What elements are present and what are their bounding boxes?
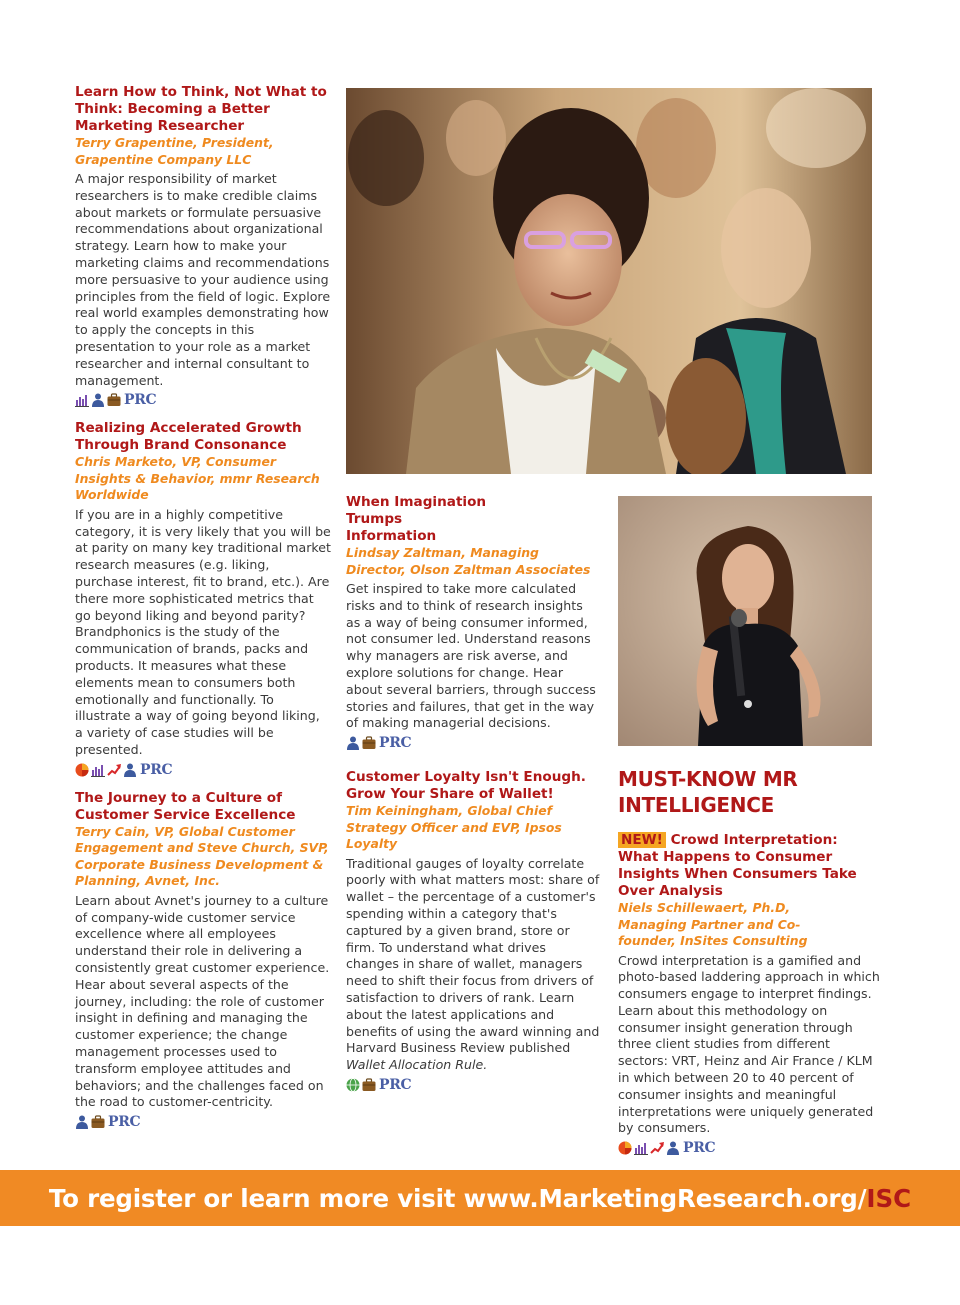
session-icons xyxy=(346,1077,600,1093)
briefcase-icon xyxy=(107,393,121,407)
trend-arrow-icon xyxy=(107,763,121,777)
session-speaker: Chris Marketo, VP, Consumer Insights & Behavior, mmr Research Worldwide xyxy=(75,454,320,503)
session-title: When Imagination Trumps Information xyxy=(346,494,487,544)
person-icon xyxy=(666,1141,680,1155)
bar-chart-icon xyxy=(75,393,89,407)
prc-badge: PRC xyxy=(379,735,412,752)
session-crowd-interpretation xyxy=(618,832,882,1156)
session-icons xyxy=(346,735,600,751)
bar-chart-icon xyxy=(91,763,105,777)
description-text: Traditional gauges of loyalty correlate poorly with what matters most: share of wallet – the percentage of a customer's spending within a category that's captured by a given brand, store or firm. To understand what drives changes in share of wallet, managers need to shift their focus from drivers of satisfaction to drivers of rank. Learn about the latest applications and benefits of using the award winning and Harvard Business Review published xyxy=(346,855,600,1056)
new-badge: NEW! xyxy=(618,832,666,848)
session-brand-consonance xyxy=(75,420,331,777)
briefcase-icon xyxy=(362,736,376,750)
session-title xyxy=(618,832,882,900)
trend-arrow-icon xyxy=(650,1141,664,1155)
person-icon xyxy=(123,763,137,777)
session-speaker: Lindsay Zaltman, Managing Director, Olson Zaltman Associates xyxy=(346,545,591,577)
person-icon xyxy=(346,736,360,750)
middle-column xyxy=(346,494,600,1105)
session-speaker: Terry Grapentine, President, Grapentine Company LLC xyxy=(75,135,274,167)
session-description: If you are in a highly competitive category, it is very likely that you will be at parity on many key traditional market research measures (e.g. liking, purchase interest, fit to brand, etc.). Are there more sophisticated metrics that go beyond liking and beyond parity? Brandphonics is the study of the communication of brands, packs and products. It measures what these elements mean to consumers both emotionally and functionally. To illustrate a way of going beyond liking, a variety of case studies will be presented. xyxy=(75,506,331,758)
briefcase-icon xyxy=(362,1078,376,1092)
session-icons xyxy=(618,1140,882,1156)
session-title: Realizing Accelerated Growth Through Brand Consonance xyxy=(75,420,302,454)
register-banner xyxy=(0,1170,960,1226)
session-description xyxy=(346,856,600,1074)
session-icons xyxy=(75,1114,331,1130)
session-customer-loyalty xyxy=(346,769,600,1093)
session-icons xyxy=(75,392,331,408)
pie-chart-icon xyxy=(618,1141,632,1155)
prc-badge: PRC xyxy=(379,1077,412,1094)
session-title: Learn How to Think, Not What to Think: Becoming a Better Marketing Researcher xyxy=(75,84,327,134)
session-title: The Journey to a Culture of Customer Service Excellence xyxy=(75,789,296,823)
session-speaker: Terry Cain, VP, Global Customer Engagement and Steve Church, SVP, Corporate Business Development & Planning, Avnet, Inc. xyxy=(75,823,329,889)
session-speaker: Tim Keiningham, Global Chief Strategy Officer and EVP, Ipsos Loyalty xyxy=(346,803,562,852)
person-icon xyxy=(75,1115,89,1129)
session-speaker: Niels Schillewaert, Ph.D, Managing Partner and Co-founder, InSites Consulting xyxy=(618,900,808,948)
session-icons xyxy=(75,762,331,778)
prc-badge: PRC xyxy=(108,1114,141,1131)
session-description: Get inspired to take more calculated risks and to think of research insights as a way of being consumer informed, not consumer led. Understand reasons why managers are risk averse, and explore solutions for change. Hear about several barriers, through success stories and failures, that get in the way of making managerial decisions. xyxy=(346,581,596,731)
session-description: Learn about Avnet's journey to a culture of company-wide customer service excellence where all employees understand their role in delivering a consistently great customer experience. Hear about several aspects of the journey, including: the role of customer insight in defining and managing the customer experience; the change management processes used to transform employee attitudes and behaviors; and the challenges faced on the road to customer-centricity. xyxy=(75,892,330,1110)
section-heading: MUST-KNOW MR INTELLIGENCE xyxy=(618,767,798,817)
session-think xyxy=(75,84,331,408)
session-customer-service xyxy=(75,790,331,1130)
register-link-text[interactable]: To register or learn more visit www.MarketingResearch.org/ xyxy=(48,1183,867,1213)
globe-icon xyxy=(346,1078,360,1092)
bar-chart-icon xyxy=(634,1141,648,1155)
description-italic: Wallet Allocation Rule. xyxy=(346,1057,488,1073)
session-imagination xyxy=(346,494,600,751)
audience-photo xyxy=(346,88,872,474)
session-title: Customer Loyalty Isn't Enough. Grow Your Share of Wallet! xyxy=(346,769,586,803)
prc-badge: PRC xyxy=(683,1140,716,1157)
session-description: Crowd interpretation is a gamified and photo-based laddering approach in which consumers engage to interpret findings. Learn about this methodology on consumer insight generation through three client studies from different sectors: VRT, Heinz and Air France / KLM in which between 20 to 40 percent of consumer insights and meaningful interpretations were uniquely generated by consumers. xyxy=(618,952,880,1136)
register-link-isc[interactable]: ISC xyxy=(866,1183,912,1213)
briefcase-icon xyxy=(91,1115,105,1129)
person-icon xyxy=(91,393,105,407)
prc-badge: PRC xyxy=(140,761,173,778)
speaker-photo xyxy=(618,496,872,746)
prc-badge: PRC xyxy=(124,392,157,409)
session-title-text: Crowd Interpretation: What Happens to Consumer Insights When Consumers Take Over Analysis xyxy=(618,832,857,899)
left-column xyxy=(75,84,331,1142)
session-description: A major responsibility of market researchers is to make credible claims about markets or formulate persuasive recommendations about organizational strategy. Learn how to make your marketing claims and recommendations more persuasive to your audience using principles from the field of logic. Explore real world examples demonstrating how to apply the concepts in this presentation to your role as a market researcher and internal consultant to management. xyxy=(75,171,331,388)
pie-chart-icon xyxy=(75,763,89,777)
right-column xyxy=(618,766,882,1168)
